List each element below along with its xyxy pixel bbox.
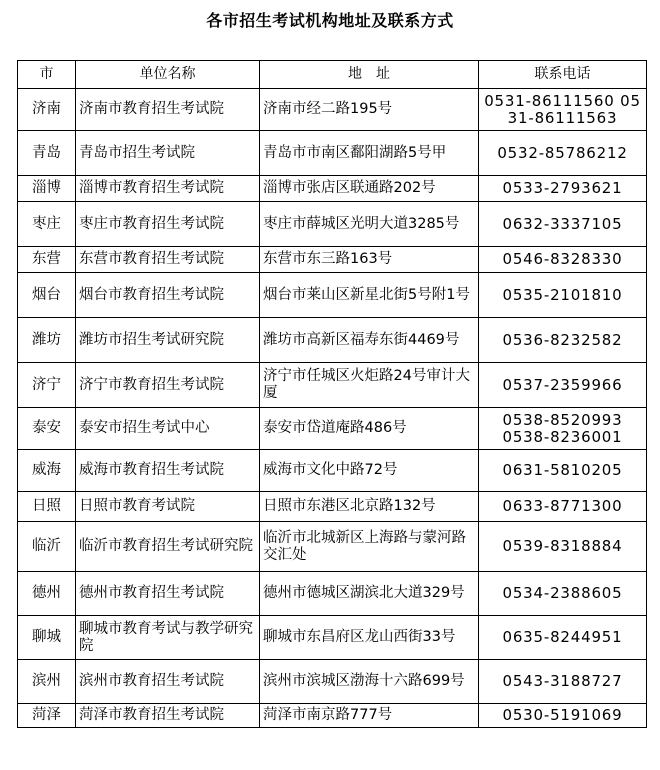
address-cell: 聊城市东昌府区龙山西街33号	[260, 616, 479, 660]
city-cell: 菏泽	[18, 704, 76, 728]
table-row	[18, 408, 647, 450]
table-row	[18, 492, 647, 522]
city-cell: 济宁	[18, 363, 76, 408]
address-cell: 济宁市任城区火炬路24号审计大厦	[260, 363, 479, 408]
phone-number: 0543-3188727	[502, 672, 623, 690]
address-cell: 淄博市张店区联通路202号	[260, 176, 479, 202]
unit-name-cell: 临沂市教育招生考试研究院	[76, 522, 260, 572]
phone-number: 0538-8236001	[502, 427, 623, 446]
table-row	[18, 247, 647, 273]
address-cell: 德州市德城区湖滨北大道329号	[260, 572, 479, 616]
table-row	[18, 89, 647, 131]
table-row	[18, 660, 647, 704]
phone-number: 0534-2388605	[502, 584, 623, 602]
city-cell: 泰安	[18, 408, 76, 450]
unit-name-cell: 枣庄市教育招生考试院	[76, 202, 260, 247]
address-cell: 泰安市岱道庵路486号	[260, 408, 479, 450]
phone-cell	[479, 176, 647, 202]
phone-cell	[479, 247, 647, 273]
phone-cell	[479, 450, 647, 492]
table-row	[18, 522, 647, 572]
phone-cell	[479, 131, 647, 176]
city-cell: 日照	[18, 492, 76, 522]
table-row	[18, 363, 647, 408]
unit-name-cell: 青岛市招生考试院	[76, 131, 260, 176]
city-cell: 临沂	[18, 522, 76, 572]
address-cell: 菏泽市南京路777号	[260, 704, 479, 728]
phone-number: 0538-8520993	[502, 410, 623, 429]
phone-cell	[479, 704, 647, 728]
phone-cell	[479, 318, 647, 363]
header-row	[18, 61, 647, 89]
address-cell: 烟台市莱山区新星北街5号附1号	[260, 273, 479, 318]
unit-name-cell: 滨州市教育招生考试院	[76, 660, 260, 704]
city-cell: 烟台	[18, 273, 76, 318]
phone-cell	[479, 492, 647, 522]
address-cell: 东营市东三路163号	[260, 247, 479, 273]
phone-number: 0546-8328330	[502, 250, 623, 268]
unit-name-cell: 日照市教育考试院	[76, 492, 260, 522]
unit-name-cell: 东营市教育招生考试院	[76, 247, 260, 273]
phone-number: 0533-2793621	[502, 179, 623, 197]
table-row	[18, 176, 647, 202]
phone-number: 0539-8318884	[502, 537, 623, 555]
unit-name-cell: 济南市教育招生考试院	[76, 89, 260, 131]
address-cell: 滨州市滨城区渤海十六路699号	[260, 660, 479, 704]
phone-cell	[479, 363, 647, 408]
unit-name-cell: 济宁市教育招生考试院	[76, 363, 260, 408]
table-row	[18, 450, 647, 492]
address-cell: 潍坊市高新区福寿东街4469号	[260, 318, 479, 363]
table-row	[18, 202, 647, 247]
header-address: 地 址	[260, 61, 479, 89]
address-cell: 威海市文化中路72号	[260, 450, 479, 492]
table-body	[18, 89, 647, 728]
city-cell: 潍坊	[18, 318, 76, 363]
unit-name-cell: 泰安市招生考试中心	[76, 408, 260, 450]
header-phone: 联系电话	[479, 61, 647, 89]
address-cell: 青岛市市南区鄱阳湖路5号甲	[260, 131, 479, 176]
address-cell: 枣庄市薛城区光明大道3285号	[260, 202, 479, 247]
phone-number: 0535-2101810	[502, 285, 623, 304]
unit-name-cell: 威海市教育招生考试院	[76, 450, 260, 492]
phone-cell	[479, 89, 647, 131]
phone-number: 0531-86111560 05	[484, 91, 641, 110]
phone-number: 0633-8771300	[502, 497, 623, 515]
header-unit: 单位名称	[76, 61, 260, 89]
phone-number: 0631-5810205	[502, 461, 623, 479]
phone-cell	[479, 572, 647, 616]
table-row	[18, 273, 647, 318]
unit-name-cell: 潍坊市招生考试研究院	[76, 318, 260, 363]
phone-number: 0632-3337105	[502, 214, 623, 233]
phone-cell	[479, 522, 647, 572]
city-cell: 济南	[18, 89, 76, 131]
table-row	[18, 616, 647, 660]
phone-cell	[479, 660, 647, 704]
city-cell: 滨州	[18, 660, 76, 704]
city-cell: 东营	[18, 247, 76, 273]
city-cell: 淄博	[18, 176, 76, 202]
city-cell: 青岛	[18, 131, 76, 176]
city-cell: 聊城	[18, 616, 76, 660]
address-cell: 日照市东港区北京路132号	[260, 492, 479, 522]
phone-cell	[479, 202, 647, 247]
city-cell: 德州	[18, 572, 76, 616]
contacts-table	[17, 60, 647, 728]
phone-cell	[479, 408, 647, 450]
phone-number: 0537-2359966	[502, 375, 623, 394]
phone-number: 31-86111563	[507, 108, 618, 127]
header-city: 市	[18, 61, 76, 89]
phone-cell	[479, 273, 647, 318]
table-row	[18, 318, 647, 363]
unit-name-cell: 烟台市教育招生考试院	[76, 273, 260, 318]
page-title: 各市招生考试机构地址及联系方式	[206, 11, 454, 30]
unit-name-cell: 菏泽市教育招生考试院	[76, 704, 260, 728]
unit-name-cell: 淄博市教育招生考试院	[76, 176, 260, 202]
phone-number: 0530-5191069	[502, 706, 623, 724]
unit-name-cell: 聊城市教育考试与教学研究院	[76, 616, 260, 660]
unit-name-cell: 德州市教育招生考试院	[76, 572, 260, 616]
address-cell: 临沂市北城新区上海路与蒙河路交汇处	[260, 522, 479, 572]
table-row	[18, 131, 647, 176]
phone-number: 0635-8244951	[502, 628, 623, 646]
city-cell: 枣庄	[18, 202, 76, 247]
phone-cell	[479, 616, 647, 660]
city-cell: 威海	[18, 450, 76, 492]
table-row	[18, 572, 647, 616]
phone-number: 0536-8232582	[502, 330, 623, 349]
phone-number: 0532-85786212	[497, 143, 628, 162]
table-row	[18, 704, 647, 728]
address-cell: 济南市经二路195号	[260, 89, 479, 131]
